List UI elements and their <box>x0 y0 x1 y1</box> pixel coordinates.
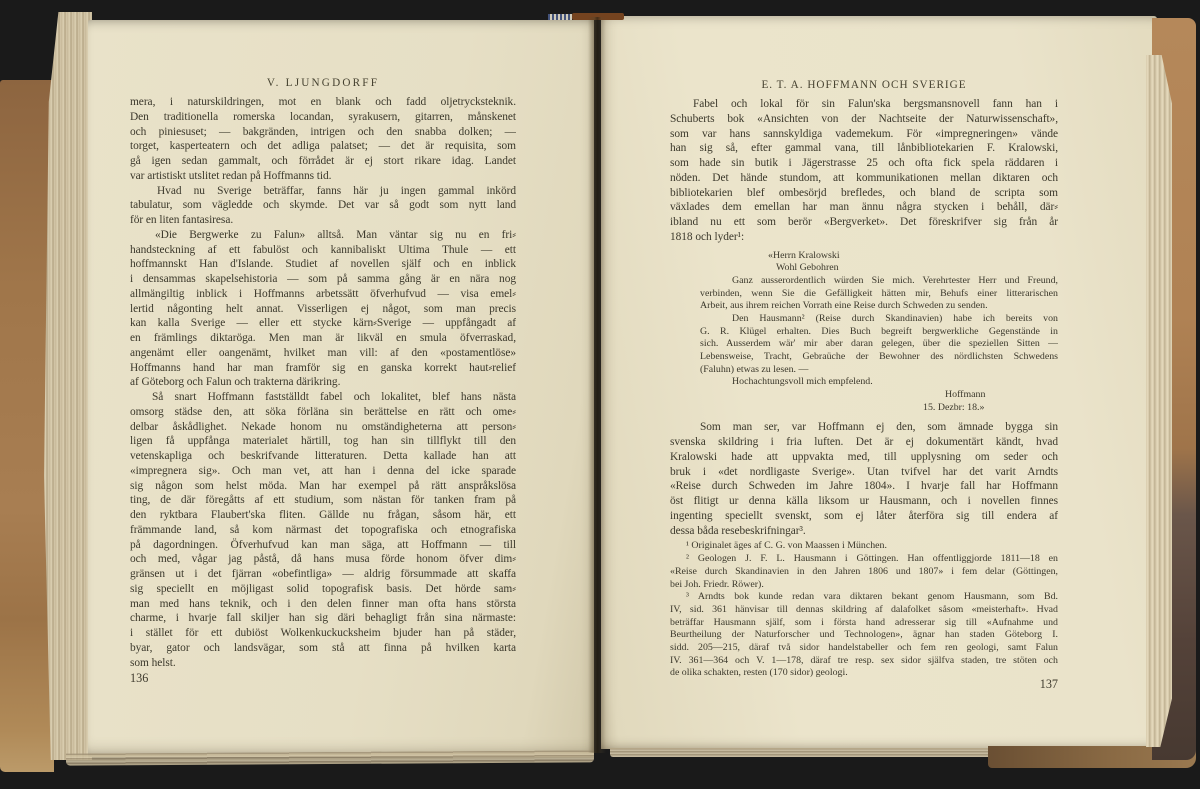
text-line: Den Hausmann² (Reise durch Skandinavien) habe ich bereits von <box>732 312 1058 324</box>
text-line: «Reise durch Skandinavien in den Jahren 1806 und 1807» i fem delar (Göttingen, <box>670 565 1058 577</box>
text-line: bruk i «det nordligaste Sverige». Utan tvifvel har det varit Arndts <box>670 465 1058 478</box>
right-page-text <box>670 97 1058 680</box>
footnote <box>670 591 1058 680</box>
text-line: byar, gator och landsvägar, som stå att finna på hvilken karta <box>130 641 516 654</box>
right-page-edges <box>1146 55 1172 747</box>
left-page-edges <box>44 12 92 760</box>
text-line: vetenskapliga och beskrifvande litteraturen. Detta kallade han att <box>130 450 516 462</box>
bottom-page-edge-left <box>66 750 594 765</box>
text-line: «impregnera sig». Och man vet, att han i denna del icke sparade <box>130 464 516 477</box>
text-line: angenämt eller oangenämt, hvilket man vill: af den «postamentlöse» <box>130 346 516 359</box>
text-line: Schuberts bok «Ansichten von der Nachtseite der Naturwissenschaft», <box>670 112 1058 125</box>
text-line: Fabel och lokal för sin Falun'ska bergsmansnovell fann han i <box>693 98 1058 110</box>
text-line: bei Joh. Friedr. Röwer). <box>670 578 764 590</box>
text-line: omsorg städse den, att söka förläna sin berättelse en rätt och ome⸗ <box>130 405 516 418</box>
text-line: sidd. 205—215, däraf två sidor handelstabeller och fem ren geologi, samt Falun <box>670 641 1058 653</box>
text-line: kan kalla Sverige — eller ett stycke kärn⸗Sverige — uppfångadt af <box>130 317 516 330</box>
text-line: främmande land, så kom närmast det topografiska och etnografiska <box>130 523 516 536</box>
text-line: växlades dem emellan har man ännu några stycken i behåll, där⸗ <box>670 201 1058 214</box>
footnote <box>670 540 1058 553</box>
text-line: IV, sid. 361 hänvisar till dennas skildring af dalafolket såsom «meisterhaft». Hvad <box>670 603 1058 615</box>
text-line: «Reise durch Schweden im Jahre 1804». I hvarje fall har Hoffmann <box>670 480 1058 493</box>
text-line: charme, i hvarje fall skiljer han sig däri behagligt från sina närmaste: <box>130 612 516 625</box>
left-running-header: V. LJUNGDORFF <box>266 77 380 89</box>
text-line: Beurtheilung der Naturforscher und Technologen», ägnar han staden Göteborg I. <box>670 629 1058 641</box>
text-line: Hoffmann <box>945 389 986 401</box>
text-line: på dagordningen. Öfverhufvud kan man säga, att Hoffmann — till <box>130 538 516 551</box>
text-line: ting, de där föregåtts af ett studium, som nästan för tanken fram på <box>130 494 516 507</box>
letter-salutation <box>776 262 1058 275</box>
text-line: verbinden, wenn Sie die Gefälligkeit hätten mir, Behufs einer litterarischen <box>700 287 1058 299</box>
text-line: ingenting speciellt svenskt, som ej låter återföra sig till endera af <box>670 509 1058 522</box>
left-page-text <box>130 95 516 670</box>
text-line: den ryktbara Flaubert'ska fliten. Gällde nu frågan, såsom här, ett <box>130 509 516 521</box>
text-line: Hochachtungsvoll mich empfelend. <box>732 376 873 388</box>
text-line: ² Geologen J. F. L. Hausmann i Göttingen. Han offentliggjorde 1811—18 en <box>686 553 1058 565</box>
text-line: Kralowski hade att uppvakta med, till upplysning om seder och <box>670 450 1058 463</box>
text-line: beträffar Hausmann själf, som i första hand adresserar sig till «Aufnahme und <box>670 616 1058 628</box>
text-line: de olika schakten, resten (170 sidor) geologi. <box>670 667 848 679</box>
gutter-shadow <box>588 17 606 753</box>
paragraph <box>130 390 516 670</box>
text-line: en främlings diktaröga. Men man är likväl en smula öfverraskad, <box>130 332 516 344</box>
right-running-header: E. T. A. HOFFMANN OCH SVERIGE <box>761 79 967 91</box>
text-line: allmängiltig inblick i Hoffmanns arbetssätt öfverhufvud — visa emel⸗ <box>130 287 516 300</box>
text-line: som hade sin butik i Jägerstrasse 25 och ofta fick spela räddaren i <box>670 157 1058 169</box>
text-line: torget, kasperteatern och det adliga palatset; — det är requisita, som <box>130 140 516 153</box>
paragraph <box>670 420 1058 538</box>
text-line: han sig så, efter gammal vana, till lånbibliotekarien F. Kralowski, <box>670 142 1058 155</box>
text-line: ³ Arndts bok kunde redan vara diktaren bekant genom Hausmann, som Bd. <box>686 591 1058 603</box>
text-line: sig speciellt en möjligast solid topografisk basis. Det hörde sam⸗ <box>130 582 516 595</box>
text-line: Hvad nu Sverige beträffar, fanns här ju ingen gammal inkörd <box>157 184 516 197</box>
right-page-number: 137 <box>1039 677 1058 691</box>
paragraph <box>130 228 516 390</box>
letter-signature <box>945 389 1058 402</box>
letter-paragraph <box>700 313 1058 376</box>
text-line: och med, vågar jag påstå, då hans musa förde honom öfver dim⸗ <box>130 553 516 566</box>
text-line: 15. Dezbr: 18.» <box>923 401 985 413</box>
text-line: dessa båda resebeskrifningar³. <box>670 524 806 537</box>
text-line: i densammas skapelsehistoria — som på samma gång är en nära nog <box>130 273 516 285</box>
text-line: ligen få uppfånga materialet härtill, tog han sin tillflykt till den <box>130 435 516 448</box>
text-line: i stället för ett dubiöst Wolkenkuckucksheim bjuder han på städer, <box>130 627 516 639</box>
text-line: (Faluhn) etwas zu lesen. — <box>700 363 809 375</box>
text-line: tabulatur, som vägledde och skymde. Det var så godt som nytt land <box>130 199 516 212</box>
text-line: som var hans sannskyldiga vademekum. För «impregneringen» vände <box>670 127 1058 140</box>
text-line: Lebensweise, Tracht, Gebraüche der Bewohner des nördlichsten Schwedens <box>700 351 1058 362</box>
text-line: nöden. Det hände stundom, att kommunikationen mellan diktaren och <box>670 171 1058 184</box>
text-line: G. R. Klügel erhalten. Dies Buch begreift bergwerkliche Gegenstände in <box>700 325 1058 337</box>
text-line: var artistiskt utslitet redan på Hoffmanns tid. <box>130 169 332 182</box>
text-line: Så snart Hoffmann fastställdt fabel och lokalitet, blef hans nästa <box>152 391 516 403</box>
text-line: gränsen ut i det fjärran «obefintliga» — aldrig försummade att skaffa <box>130 568 516 580</box>
footnote <box>670 553 1058 591</box>
text-line: sich. Ausserdem wär' mir aber daran gelegen, über die speziellen Sitten — <box>700 338 1058 350</box>
text-line: Arbeit, aus ihrem reichen Vorrath eine Reise durch Schweden zu senden. <box>700 300 988 312</box>
text-line: 1818 och lyder¹: <box>670 230 745 243</box>
letter-closing <box>732 376 1058 389</box>
text-line: «Herrn Kralowski <box>768 249 840 261</box>
text-line: sig någon som helst möda. Man har exempel på rätt anspråkslösa <box>130 479 516 492</box>
text-line: och piniesuset; — bakgränden, intrigen och den snabba dolken; — <box>130 125 516 138</box>
spine-headband <box>548 14 572 20</box>
text-line: af Göteborg och Falun och trakterna därikring. <box>130 376 341 389</box>
text-line: bibliotekarien blef ombesörjd brefledes, och bland de scripta som <box>670 186 1058 199</box>
text-line: «Die Bergwerke zu Falun» alltså. Man väntar sig nu en fri⸗ <box>155 228 516 241</box>
text-line: hoffmannskt Han d'Islande. Studiet af novellen själf och en inblick <box>130 258 516 271</box>
paragraph <box>130 184 516 228</box>
text-line: gå igen sedan gammalt, och förrådet är ej stort rikare idag. Landet <box>130 155 516 167</box>
letter-salutation <box>768 250 1058 263</box>
left-page-number: 136 <box>130 671 149 685</box>
letter-date <box>923 402 1058 415</box>
text-line: Wohl Gebohren <box>776 262 839 274</box>
text-line: Hoffmanns hand har man framför sig en ganska korrekt haut⸗relief <box>130 361 516 374</box>
text-line: ¹ Originalet äges af C. G. von Maassen i München. <box>686 540 887 552</box>
text-line: svenska skildring i fria luften. Det är ej dokumentärt kändt, hvad <box>670 436 1058 449</box>
text-line: IV. 361—364 och V. 1—178, däraf tre resp. sex sidor själfva staden, tre stöten och <box>670 654 1058 666</box>
paragraph <box>130 95 516 184</box>
text-line: mera, i naturskildringen, mot en blank och fadd oljetrycksteknik. <box>130 96 516 108</box>
paragraph <box>670 97 1058 245</box>
text-line: Som man ser, var Hoffmann ej den, som ämnade bygga sin <box>700 421 1058 434</box>
text-line: ibland nu ett som berör «Bergverket». Det föreskrifver sig från år <box>670 216 1058 228</box>
text-line: delbar åskådlighet. Nekade honom nu omständigheterna att person⸗ <box>130 420 516 433</box>
text-line: för en liten fantasiresa. <box>130 214 234 226</box>
text-line: man med hans teknik, och i den delen finner man ofta hans största <box>130 597 516 610</box>
letter-paragraph <box>700 275 1058 313</box>
text-line: öst flitigt ur denna källa liksom ur Hausmann, och i novellen finnes <box>670 495 1058 508</box>
text-line: Ganz ausserordentlich würden Sie mich. Verehrtester Herr und Freund, <box>732 274 1058 286</box>
text-line: handsteckning af ett fabulöst och kannibaliskt Ultima Thule — ett <box>130 243 516 256</box>
text-line: lertid någonting helt annat. Visserligen ej något, som man precis <box>130 302 516 315</box>
text-line: Den traditionella romerska locandan, syrakusern, gitarren, månskenet <box>130 110 516 123</box>
text-line: som helst. <box>130 656 176 669</box>
